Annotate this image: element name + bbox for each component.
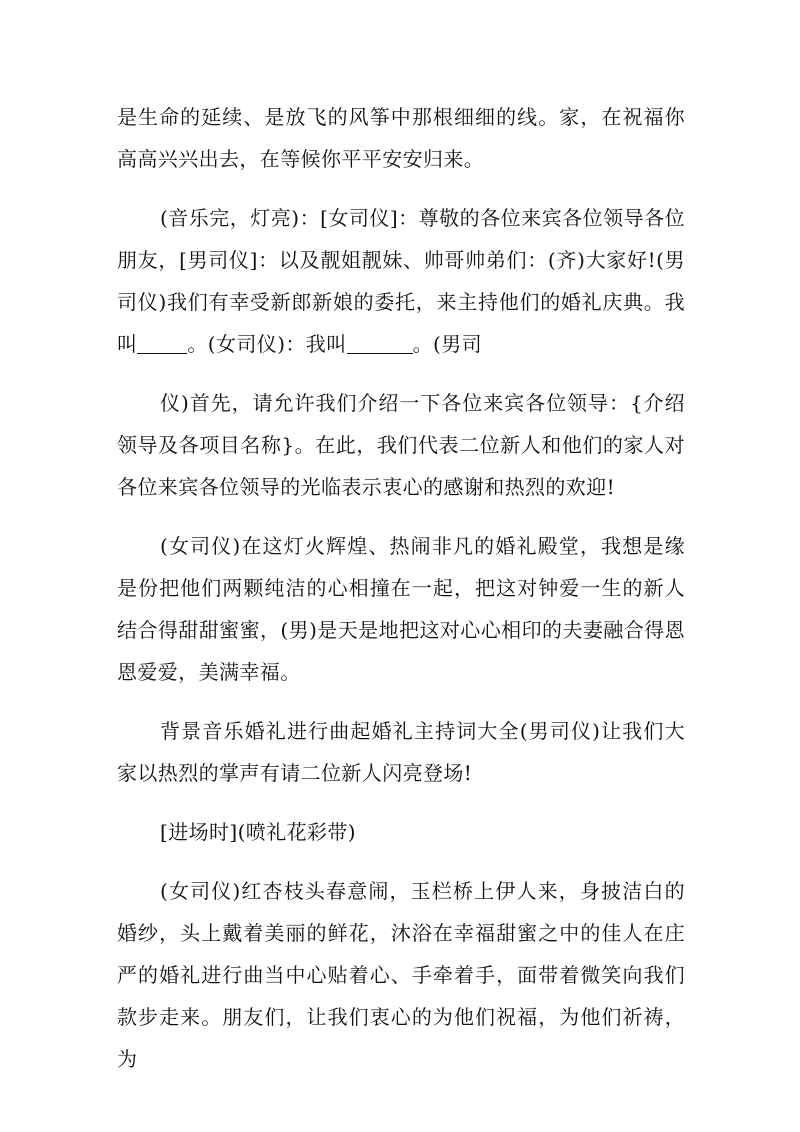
paragraph-7: (女司仪)红杏枝头春意闹，玉栏桥上伊人来，身披洁白的婚纱，头上戴着美丽的鲜花，沐浴在幸福甜蜜之中的佳人在庄严的婚礼进行曲当中心贴着心、手牵着手，面带着微笑向我们款步走来。朋友们，让我们衷心的为他们祝福，为他们祈祷，为	[117, 879, 685, 1071]
paragraph-2-text-b: 。(女司仪)：我叫	[187, 332, 347, 356]
paragraph-1: 是生命的延续、是放飞的风筝中那根细细的线。家，在祝福你高高兴兴出去，在等候你平平安安归来。	[117, 105, 685, 171]
paragraph-4: (女司仪)在这灯火辉煌、热闹非凡的婚礼殿堂，我想是缘是份把他们两颗纯洁的心相撞在一起，把这对钟爱一生的新人结合得甜甜蜜蜜，(男)是天是地把这对心心相印的夫妻融合得恩恩爱爱，美满幸福。	[117, 534, 685, 684]
paragraph-3: 仪)首先，请允许我们介绍一下各位来宾各位领导：{介绍领导及各项目名称}。在此，我们代表二位新人和他们的家人对各位来宾各位领导的光临表示衷心的感谢和热烈的欢迎!	[117, 391, 685, 499]
paragraph-6: [进场时](喷礼花彩带)	[160, 820, 357, 844]
paragraph-2	[117, 197, 685, 365]
document-page	[117, 96, 685, 1097]
paragraph-2-text-a: (音乐完，灯亮)：[女司仪]：尊敬的各位来宾各位领导各位朋友，[男司仪]：以及靓姐靓妹、帅哥帅弟们：(齐)大家好!(男司仪)我们有幸受新郎新娘的委托，来主持他们的婚礼庆典。我叫	[117, 206, 685, 356]
name-blank-female-host	[347, 331, 413, 354]
paragraph-2-text-c: 。(男司	[412, 332, 483, 356]
paragraph-5: 背景音乐婚礼进行曲起婚礼主持词大全(男司仪)让我们大家以热烈的掌声有请二位新人闪亮登场!	[117, 719, 685, 785]
name-blank-male-host	[137, 331, 187, 354]
